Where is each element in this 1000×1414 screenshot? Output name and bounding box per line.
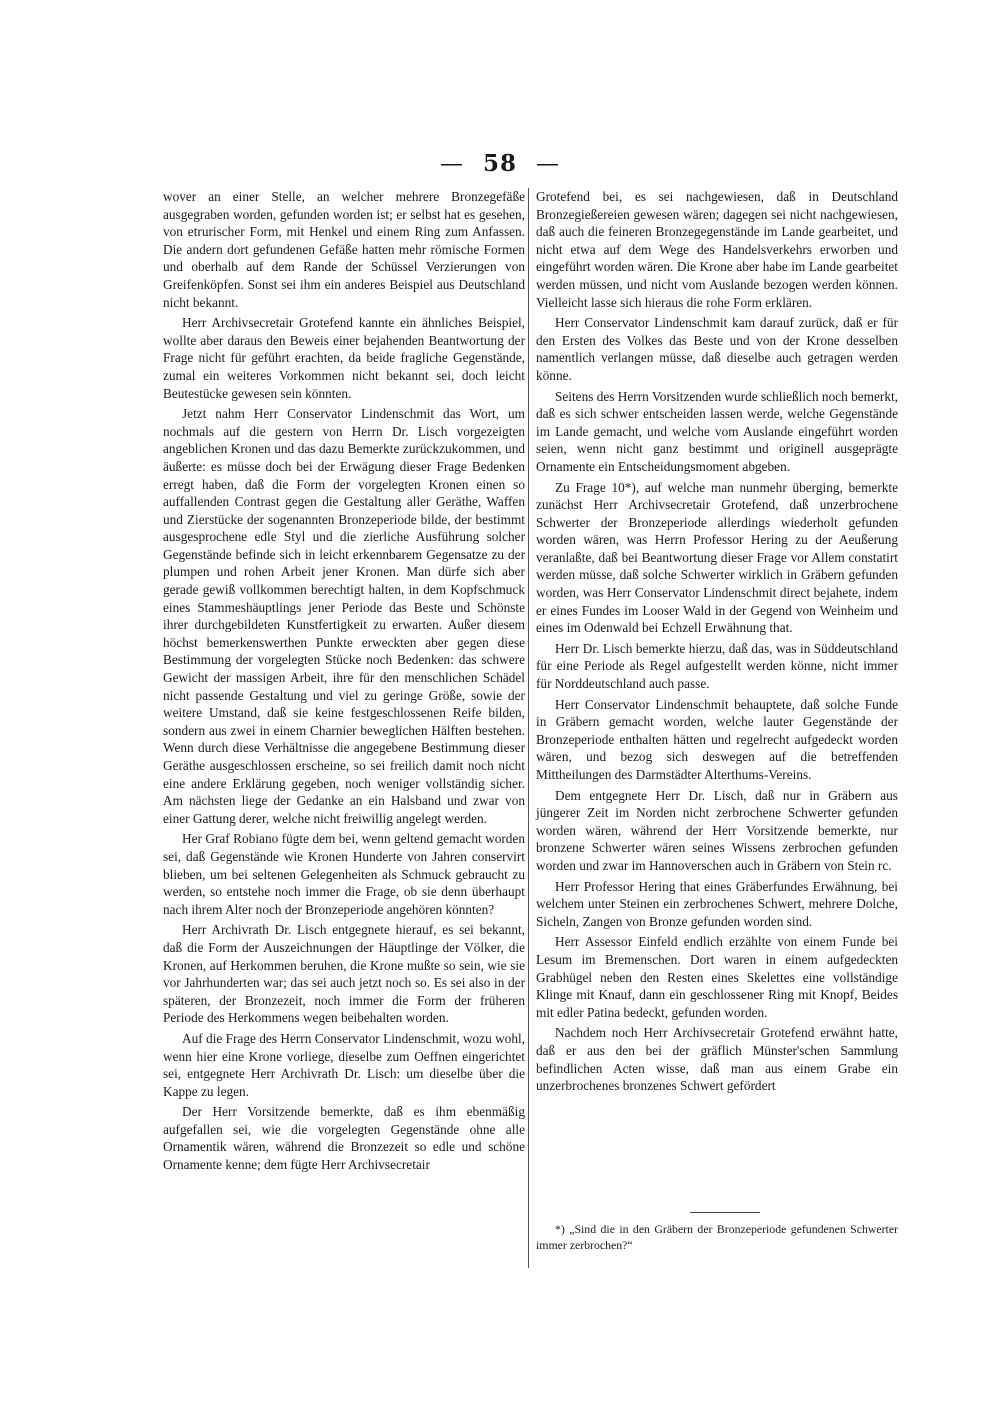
paragraph: Dem entgegnete Herr Dr. Lisch, daß nur in Gräbern aus jüngerer Zeit im Norden nicht zerbrochene Schwerter gefunden worden wären, während der Herr Vorsitzende bemerkte, nur bronzene Schwerter wären seines Wissens zerbrochen gefunden worden und zwar im Hannoverschen auch in Gräbern von Stein rc. (536, 787, 898, 873)
paragraph: Nachdem noch Herr Archivsecretair Grotefend erwähnt hatte, daß er aus den bei der gräflich Münster'schen Sammlung befindlichen Acten wisse, daß man aus einem Grabe ein unzerbrochenes bronzenes Schwert gefördert (536, 1025, 898, 1094)
header-dash-left: — (439, 151, 464, 177)
paragraph: Der Herr Vorsitzende bemerkte, daß es ihm ebenmäßig aufgefallen sei, wie die vorgelegten Gegenstände ohne alle Ornamentik wären, während die Bronzezeit so edle und schöne Ornamente kenne; dem fügte Herr Archivsecretair (163, 1104, 525, 1173)
right-column (536, 188, 898, 1098)
column-divider (528, 188, 529, 1268)
paragraph: Zu Frage 10*), auf welche man nunmehr überging, bemerkte zunächst Herr Archivsecretair Grotefend, daß unzerbrochene Schwerter der Bronzeperiode allerdings wiederholt gefunden worden wären, was Herrn Professor Hering zu der Aeußerung veranlaßte, daß bei Beantwortung dieser Frage vor Allem constatirt werden müsse, daß solche Schwerter wirklich in Gräbern gefunden worden, was Herr Conservator Lindenschmit direct bejahete, indem er eines Fundes im Looser Wald in der Gegend von Weinheim und eines im Odenwald bei Echzell Erwähnung that. (536, 479, 898, 636)
paragraph: Her Graf Robiano fügte dem bei, wenn geltend gemacht worden sei, daß Gegenstände wie Kronen Hunderte von Jahren conservirt blieben, um bei seltenen Gelegenheiten als Schmuck gebraucht zu werden, so entstehe noch immer die Frage, ob sie denn überhaupt nach ihrem Alter noch der Bronzeperiode angehören könnten? (163, 831, 525, 917)
paragraph: wover an einer Stelle, an welcher mehrere Bronzegefäße ausgegraben worden, gefunden worden ist; er selbst hat es gesehen, von etrurischer Form, mit Henkel und einem Ring zum Anfassen. Die andern dort gefundenen Gefäße hatten mehr römische Formen und oberhalb auf dem Rande der Schüssel Verzierungen von Greifenköpfen. Sonst sei ihm ein anderes Beispiel aus Deutschland nicht bekannt. (163, 189, 525, 310)
paragraph: Herr Conservator Lindenschmit behauptete, daß solche Funde in Gräbern gemacht worden, welche lauter Gegenstände der Bronzeperiode enthalten hätten und regelrecht aufgedeckt worden wären, und bezog sich deswegen auf die betreffenden Mittheilungen des Darmstädter Alterthums-Vereins. (536, 696, 898, 782)
page-number: 58 (482, 150, 517, 177)
paragraph: Seitens des Herrn Vorsitzenden wurde schließlich noch bemerkt, daß es sich schwer entscheiden lassen werde, welche Gegenstände im Lande gemacht, und welche vom Auslande eingeführt worden seien, wenn nicht ganz bestimmt und originell ausgeprägte Ornamente ein Entscheidungsmoment abgeben. (536, 388, 898, 474)
left-column (163, 188, 525, 1177)
footnote-rule (690, 1212, 760, 1213)
paragraph: Herr Conservator Lindenschmit kam darauf zurück, daß er für den Ersten des Volkes das Beste und von der Krone desselben namentlich verlangen müsse, daß dieselbe auch getragen werden könne. (536, 315, 898, 383)
paragraph: Herr Dr. Lisch bemerkte hierzu, daß das, was in Süddeutschland für eine Periode als Regel aufgestellt werden könne, nicht immer für Norddeutschland auch passe. (536, 640, 898, 692)
paragraph: Herr Professor Hering that eines Gräberfundes Erwähnung, bei welchem unter Steinen ein zerbrochenes Schwert, mehrere Dolche, Sicheln, Zangen von Bronze gefunden worden sind. (536, 878, 898, 929)
paragraph: Herr Archivsecretair Grotefend kannte ein ähnliches Beispiel, wollte aber daraus den Beweis einer bejahenden Beantwortung der Frage nicht für geführt erachten, da beide fragliche Gegenstände, zumal ein weiteres Vorkommen nicht bekannt sei, doch leicht Beutestücke gewesen sein könnten. (163, 315, 525, 401)
paragraph: Jetzt nahm Herr Conservator Lindenschmit das Wort, um nochmals auf die gestern von Herrn Dr. Lisch vorgezeigten angeblichen Kronen und das dazu Bemerkte zurückzukommen, und äußerte: es müsse doch bei der Erwägung dieser Frage Bedenken erregt haben, daß die Form der vorgelegten Kronen einen so auffallenden Contrast gegen die Gestaltung aller Geräthe, Waffen und Zierstücke der sogenannten Bronzeperiode bilde, der bestimmt ausgesprochene edle Styl und die zierliche Ausführung solcher Gegenstände befinde sich in leicht erkennbarem Gegensatze zu der plumpen und rohen Arbeit jener Kronen. Man dürfe sich aber gerade gewiß vollkommen berechtigt halten, in dem Kopfschmuck eines Stammeshäuptlings jener Periode das Beste und Schönste ihrer durchgebildeten Kunstfertigkeit zu erwarten. Außer diesem höchst bemerkenswerthen Punkte erweckten aber gegen diese Bestimmung der vorgelegten Stücke noch Bedenken: das schwere Gewicht der massigen Arbeit, ihre für den menschlichen Schädel nicht passende Gestaltung und viel zu geringe Größe, sowie der weitere Umstand, daß sie keine festgeschlossenen Reife bilden, sondern aus zwei in einem Charnier beweglichen Hälften bestehen. Wenn durch diese Verhältnisse die angegebene Bestimmung dieser Geräthe ausgeschlossen erscheine, so sei freilich damit noch nicht eine andere Erklärung gegeben, noch weniger vollständig sicher. Am nächsten liege der Gedanke an ein Halsband und zwar von einer Gattung derer, welche nicht freiwillig angelegt werden. (163, 406, 525, 826)
header-dash-right: — (536, 151, 561, 177)
paragraph: Auf die Frage des Herrn Conservator Lindenschmit, wozu wohl, wenn hier eine Krone vorliege, dieselbe zum Oeffnen eingerichtet sei, entgegnete Herr Archivrath Dr. Lisch: um dieselbe über die Kappe zu legen. (163, 1030, 525, 1099)
footnote: *) „Sind die in den Gräbern der Bronzeperiode gefundenen Schwerter immer zerbrochen?“ (536, 1222, 898, 1252)
page-number-header (0, 150, 1000, 177)
paragraph: Herr Archivrath Dr. Lisch entgegnete hierauf, es sei bekannt, daß die Form der Auszeichnungen der Häuptlinge der Völker, die Kronen, auf Herkommen beruhen, die Krone mußte so sein, wie sie vor Jahrhunderten war; das sei auch jetzt noch so. Es sei also in der späteren, der Bronzezeit, noch immer die Form der früheren Periode des Herkommens wegen beibehalten worden. (163, 922, 525, 1026)
paragraph: Herr Assessor Einfeld endlich erzählte von einem Funde bei Lesum im Bremenschen. Dort waren in einem aufgedeckten Grabhügel neben den Resten eines Skelettes eine vollständige Klinge mit Knauf, dann ein geschlossener Ring mit Knopf, Beides mit edler Patina bedeckt, gefunden worden. (536, 934, 898, 1020)
paragraph: Grotefend bei, es sei nachgewiesen, daß in Deutschland Bronzegießereien gewesen wären; dagegen sei nicht nachgewiesen, daß auch die feineren Bronzegegenstände im Lande gearbeitet, und nicht etwa auf dem Wege des Handelsverkehrs erworben und eingeführt worden wären. Die Krone aber habe im Lande gearbeitet werden müssen, und nicht vom Auslande bezogen werden können. Vielleicht lasse sich hieraus die rohe Form erklären. (536, 189, 898, 310)
